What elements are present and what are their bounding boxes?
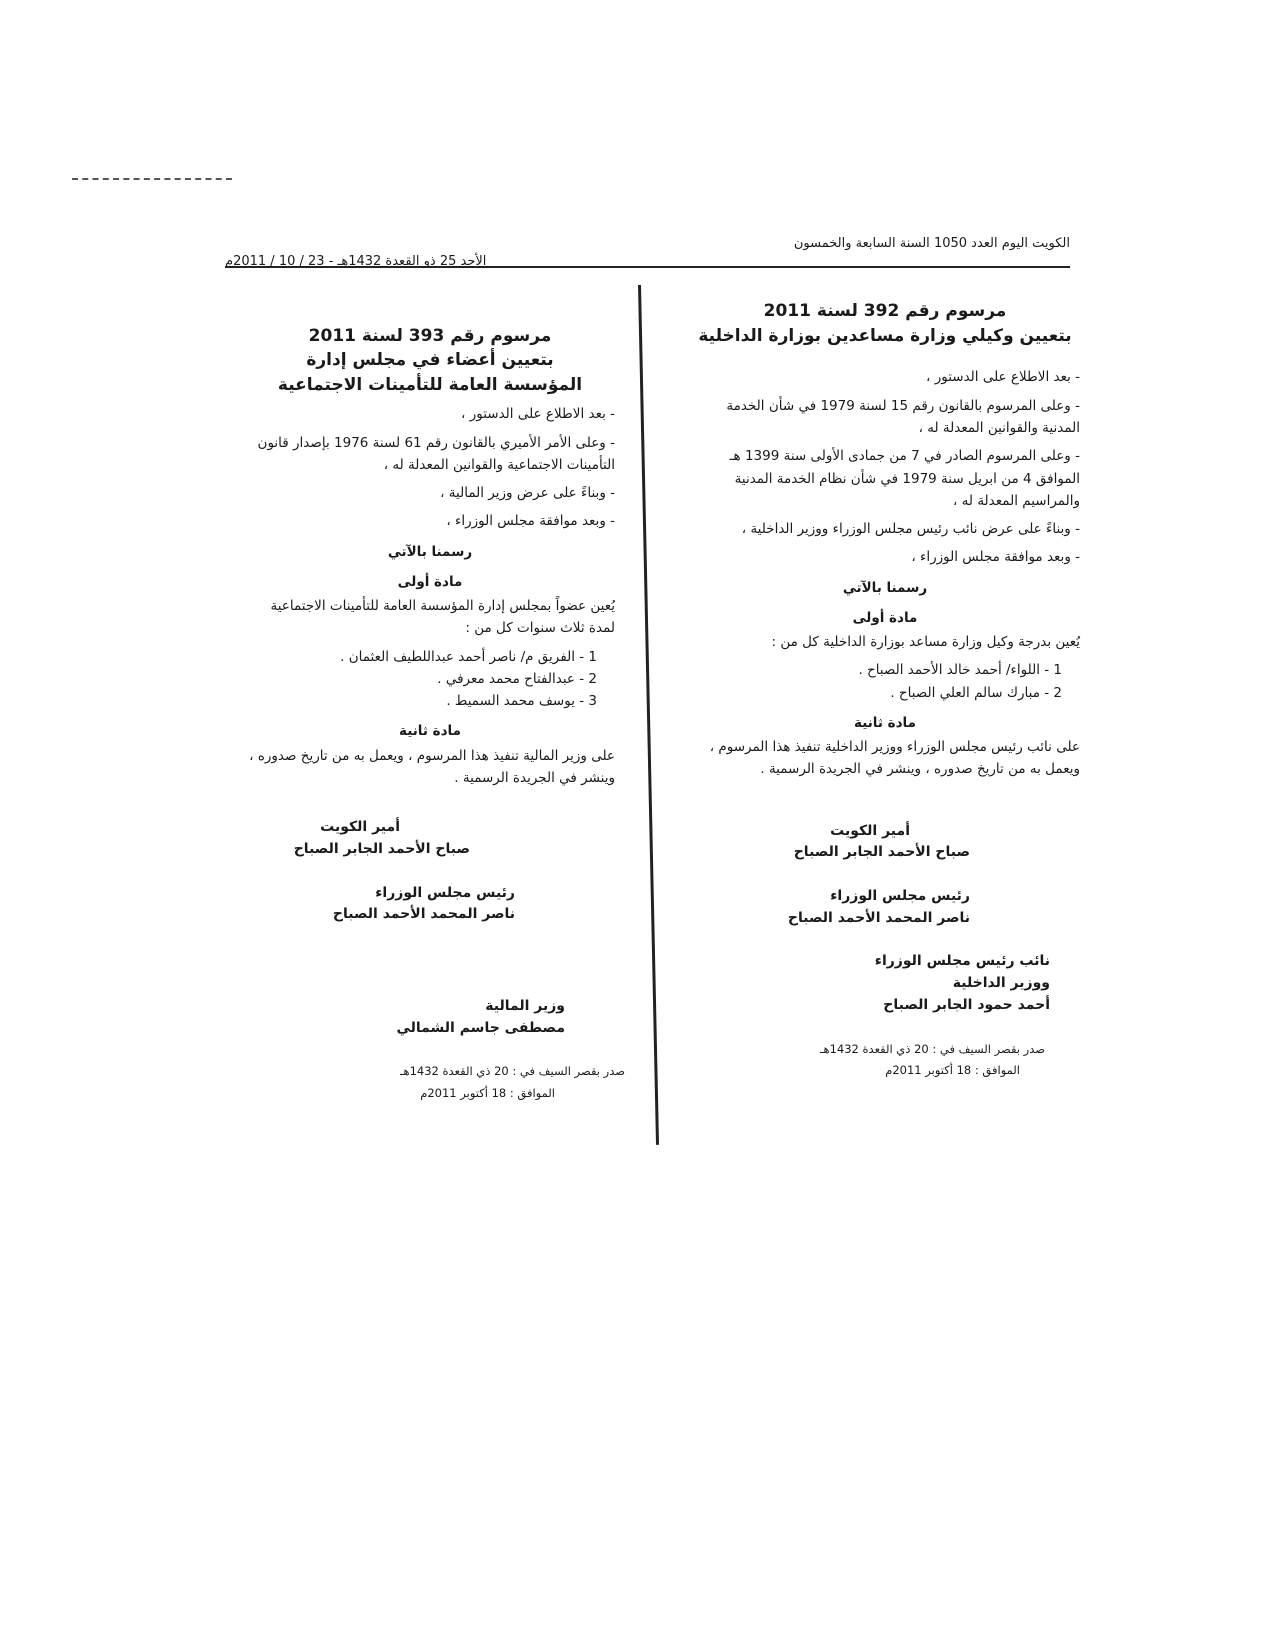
decreed-heading: رسمنا بالآتي — [387, 543, 473, 560]
corresponding-date: الموافق : 18 أكتوبر 2011م — [420, 1086, 555, 1101]
signature-name: ناصر المحمد الأحمد الصباح — [787, 909, 970, 926]
preamble-item: - بعد الاطلاع على الدستور ، — [926, 369, 1080, 386]
column-divider — [638, 285, 659, 1145]
appointee-item: 2 - مبارك سالم العلي الصباح . — [890, 684, 1062, 701]
appointee-item: 3 - يوسف محمد السميط . — [446, 693, 597, 710]
issue-date: صدر بقصر السيف في : 20 ذي القعدة 1432هـ — [400, 1064, 625, 1079]
decree-393 — [245, 325, 625, 1105]
article-1-text: يُعين عضواً بمجلس إدارة المؤسسة العامة للتأمينات الاجتماعية لمدة ثلاث سنوات كل من : — [270, 598, 615, 637]
header-issue-info: الكويت اليوم العدد 1050 السنة السابعة والخمسون — [793, 236, 1070, 251]
article-1-text: يُعين بدرجة وكيل وزارة مساعد بوزارة الداخلية كل من : — [771, 634, 1080, 651]
decree-393-subtitle: بتعيين أعضاء في مجلس إدارة — [306, 349, 554, 370]
signature-finance-minister — [245, 996, 565, 1039]
signature-name: مصطفى جاسم الشمالي — [396, 1019, 565, 1036]
signature-prime-minister — [245, 883, 515, 926]
article-1-heading: مادة أولى — [852, 609, 918, 626]
signature-title: رئيس مجلس الوزراء — [375, 884, 515, 901]
signature-title: وزير المالية — [485, 997, 565, 1014]
preamble-item: - وعلى المرسوم بالقانون رقم 15 لسنة 1979 في شأن الخدمة المدنية والقوانين المعدلة له ، — [726, 397, 1080, 436]
signature-title: رئيس مجلس الوزراء — [830, 888, 970, 905]
signature-name: صباح الأحمد الجابر الصباح — [793, 844, 970, 861]
header-rule — [225, 266, 1070, 268]
scan-artifact-line — [72, 178, 232, 180]
preamble-item: - وعلى الأمر الأميري بالقانون رقم 61 لسنة 1976 بإصدار قانون التأمينات الاجتماعية والقوانين المعدلة له ، — [257, 434, 615, 473]
preamble-item: - وبعد موافقة مجلس الوزراء ، — [446, 513, 615, 530]
signature-title: أمير الكويت — [830, 822, 910, 839]
header-date: الأحد 25 ذو القعدة 1432هـ - 23 / 10 / 2011م — [225, 254, 487, 269]
signature-title: نائب رئيس مجلس الوزراء — [874, 953, 1050, 970]
preamble-item: - بعد الاطلاع على الدستور ، — [461, 406, 615, 423]
signature-name: أحمد حمود الجابر الصباح — [883, 996, 1050, 1013]
decree-393-title: مرسوم رقم 393 لسنة 2011 — [308, 326, 552, 346]
decree-392 — [690, 300, 1080, 1082]
preamble-item: - وبناءً على عرض نائب رئيس مجلس الوزراء ووزير الداخلية ، — [741, 521, 1080, 538]
signature-title: ووزير الداخلية — [952, 975, 1050, 992]
signature-name: ناصر المحمد الأحمد الصباح — [332, 906, 515, 923]
article-2-text: على نائب رئيس مجلس الوزراء ووزير الداخلية تنفيذ هذا المرسوم ، ويعمل به من تاريخ صدوره ، وينشر في الجريدة الرسمية . — [709, 739, 1080, 778]
appointee-item: 1 - اللواء/ أحمد خالد الأحمد الصباح . — [858, 662, 1062, 679]
corresponding-date: الموافق : 18 أكتوبر 2011م — [885, 1063, 1020, 1078]
signature-emir — [245, 817, 470, 860]
appointee-item: 1 - الفريق م/ ناصر أحمد عبداللطيف العثمان . — [340, 648, 597, 665]
issue-date: صدر بقصر السيف في : 20 ذي القعدة 1432هـ — [820, 1041, 1045, 1056]
preamble-item: - وبناءً على عرض وزير المالية ، — [440, 485, 615, 502]
decree-393-subtitle: المؤسسة العامة للتأمينات الاجتماعية — [277, 374, 583, 395]
article-2-text: على وزير المالية تنفيذ هذا المرسوم ، ويعمل به من تاريخ صدوره ، وينشر في الجريدة الرسمية . — [249, 747, 615, 786]
article-2-heading: مادة ثانية — [399, 723, 461, 740]
decreed-heading: رسمنا بالآتي — [842, 579, 928, 596]
signature-title: أمير الكويت — [320, 819, 400, 836]
signature-interior-minister — [690, 951, 1050, 1016]
appointee-item: 2 - عبدالفتاح محمد معرفي . — [437, 670, 597, 687]
preamble-item: - وبعد موافقة مجلس الوزراء ، — [911, 549, 1080, 566]
decree-392-subtitle: بتعيين وكيلي وزارة مساعدين بوزارة الداخلية — [698, 325, 1072, 346]
article-2-heading: مادة ثانية — [854, 714, 916, 731]
decree-392-title: مرسوم رقم 392 لسنة 2011 — [763, 301, 1007, 321]
preamble-item: - وعلى المرسوم الصادر في 7 من جمادى الأولى سنة 1399 هـ الموافق 4 من ابريل سنة 1979 في شأن نظام الخدمة المدنية والمراسيم المعدلة له ، — [729, 448, 1080, 509]
signature-name: صباح الأحمد الجابر الصباح — [293, 840, 470, 857]
signature-prime-minister — [690, 886, 970, 929]
article-1-heading: مادة أولى — [397, 573, 463, 590]
signature-emir — [690, 821, 970, 864]
